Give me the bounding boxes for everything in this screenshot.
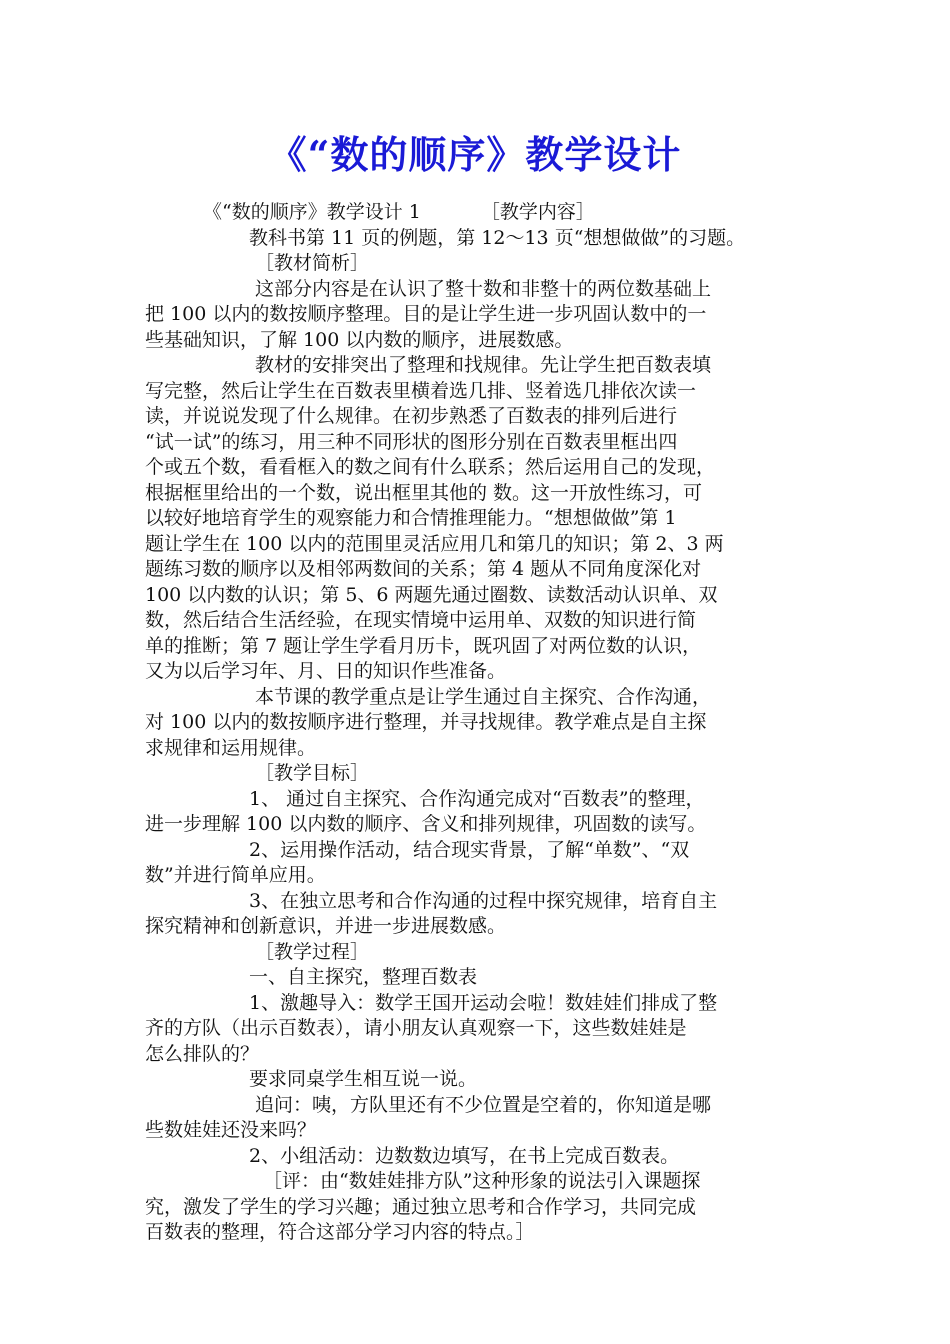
text-line: 1、激趣导入：数学王国开运动会啦！数娃娃们排成了整 bbox=[249, 991, 718, 1014]
text-line: 以较好地培育学生的观察能力和合情推理能力。“想想做做”第 1 bbox=[145, 507, 677, 529]
text-line: 求规律和运用规律。 bbox=[145, 736, 317, 759]
document-title: 《“数的顺序》教学设计 bbox=[268, 132, 682, 177]
text-line: 1、 通过自主探究、合作沟通完成对“百数表”的整理， bbox=[249, 787, 705, 810]
text-line: 怎么排队的？ bbox=[145, 1042, 260, 1065]
text-line: 这部分内容是在认识了整十数和非整十的两位数基础上 bbox=[255, 277, 712, 300]
text-line: 2、小组活动：边数数边填写，在书上完成百数表。 bbox=[249, 1144, 680, 1167]
document-body bbox=[145, 200, 810, 1246]
comment-line: 究，激发了学生的学习兴趣；通过独立思考和合作学习，共同完成 bbox=[145, 1195, 697, 1218]
subtitle: 《“数的顺序》教学设计 1 bbox=[203, 201, 421, 223]
text-line: 单的推断；第 7 题让学生学看月历卡，既巩固了对两位数的认识， bbox=[145, 634, 702, 657]
process-part-heading: 一、自主探究，整理百数表 bbox=[249, 966, 478, 988]
text-line: 个或五个数，看看框入的数之间有什么联系；然后运用自己的发现， bbox=[145, 456, 716, 478]
text-line: 齐的方队（出示百数表），请小朋友认真观察一下，这些数娃娃是 bbox=[145, 1017, 687, 1039]
goals-heading: ［教学目标］ bbox=[255, 762, 370, 784]
comment-line: ［评：由“数娃娃排方队”这种形象的说法引入课题探 bbox=[263, 1170, 701, 1192]
text-line: 又为以后学习年、月、日的知识作些准备。 bbox=[145, 660, 507, 682]
text-line: 追问：咦，方队里还有不少位置是空着的，你知道是哪 bbox=[255, 1093, 712, 1116]
text-line: 要求同桌学生相互说一说。 bbox=[249, 1068, 478, 1090]
text-line: 把 100 以内的数按顺序整理。目的是让学生进一步巩固认数中的一 bbox=[145, 303, 707, 325]
text-line: 3、在独立思考和合作沟通的过程中探究规律，培育自主 bbox=[249, 889, 718, 912]
analysis-heading: ［教材简析］ bbox=[255, 252, 370, 274]
content-heading: ［教学内容］ bbox=[480, 201, 595, 223]
text-line: 100 以内数的认识；第 5、6 两题先通过圈数、读数活动认识单、双 bbox=[145, 583, 718, 606]
text-line: 根据框里给出的一个数，说出框里其他的 数。这一开放性练习，可 bbox=[145, 481, 703, 504]
text-line: 写完整，然后让学生在百数表里横着选几排、竖着选几排依次读一 bbox=[145, 379, 697, 402]
text-line: 数”并进行简单应用。 bbox=[145, 864, 326, 886]
text-line: “试一试”的练习，用三种不同形状的图形分别在百数表里框出四 bbox=[145, 430, 678, 453]
comment-line: 百数表的整理，符合这部分学习内容的特点。］ bbox=[145, 1221, 535, 1243]
text-line: 探究精神和创新意识，并进一步进展数感。 bbox=[145, 915, 507, 937]
text-line: 题练习数的顺序以及相邻两数间的关系；第 4 题从不同角度深化对 bbox=[145, 558, 702, 580]
text-line: 教材的安排突出了整理和找规律。先让学生把百数表填 bbox=[255, 354, 712, 376]
text-line: 些基础知识，了解 100 以内数的顺序，进展数感。 bbox=[145, 328, 574, 351]
text-line: 本节课的教学重点是让学生通过自主探究、合作沟通， bbox=[255, 685, 712, 708]
text-line: 2、运用操作活动，结合现实背景，了解“单数”、“双 bbox=[249, 838, 690, 861]
text-line: 数，然后结合生活经验，在现实情境中运用单、双数的知识进行简 bbox=[145, 609, 697, 631]
text-line: 题让学生在 100 以内的范围里灵活应用几和第几的知识；第 2、3 两 bbox=[145, 532, 724, 555]
text-line: 对 100 以内的数按顺序进行整理，并寻找规律。教学难点是自主探 bbox=[145, 711, 707, 733]
text-line: 读，并说说发现了什么规律。在初步熟悉了百数表的排列后进行 bbox=[145, 405, 678, 427]
text-line: 进一步理解 100 以内数的顺序、含义和排列规律，巩固数的读写。 bbox=[145, 813, 707, 835]
subtitle-line bbox=[145, 200, 810, 226]
text-line: 些数娃娃还没来吗？ bbox=[145, 1119, 317, 1141]
process-heading: ［教学过程］ bbox=[255, 940, 370, 963]
content-text: 教科书第 11 页的例题，第 12～13 页“想想做做”的习题。 bbox=[249, 226, 746, 249]
